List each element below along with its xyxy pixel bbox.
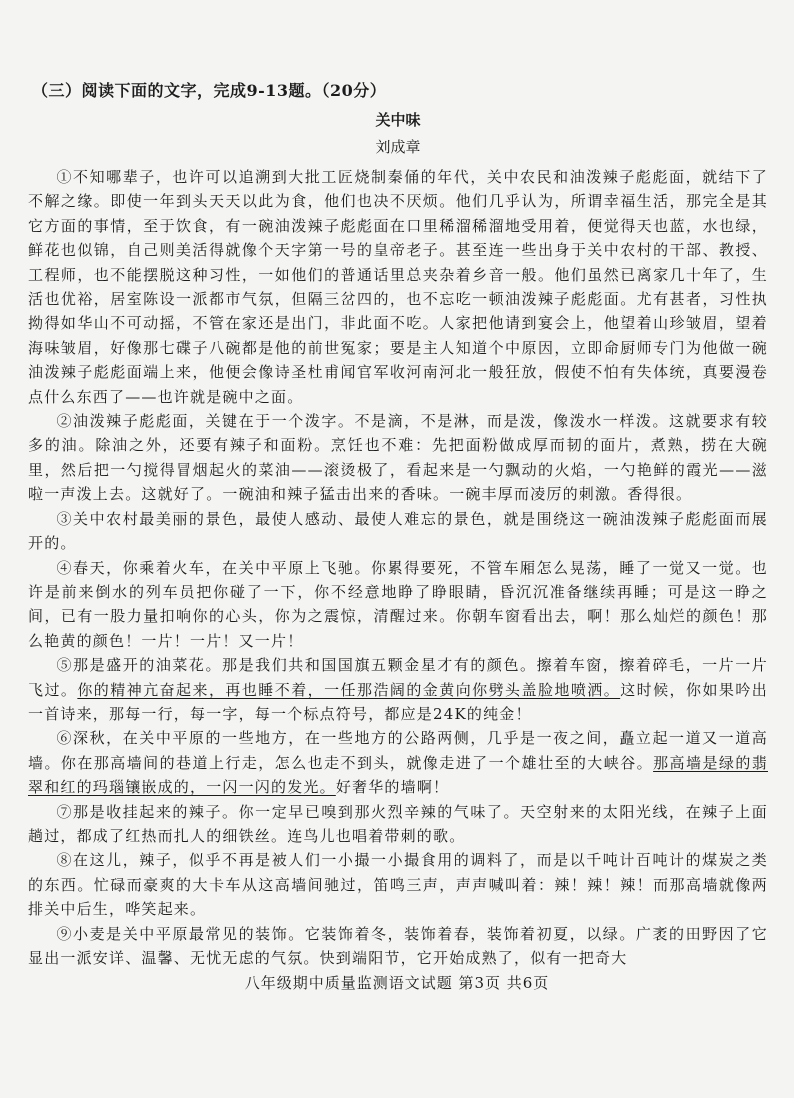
- question-intro: （三）阅读下面的文字，完成9-13题。（20分）: [32, 81, 387, 100]
- article-title: 关中味: [375, 111, 421, 129]
- article-author: 刘成章: [375, 138, 421, 156]
- paragraph-2: ②油泼辣子彪彪面，关键在于一个泼字。不是滴，不是淋，而是泼，像泼水一样泼。这就要求有较多的油。除油之外，还要有辣子和面粉。烹饪也不难：先把面粉做成厚而韧的面片，煮熟，捞在大碗里，然后把一勺搅得冒烟起火的菜油——滚烫极了，看起来是一勺飘动的火焰，一勺艳鲜的霞光——滋啦一声泼上去。这就好了。一碗油和辣子猛击出来的香味。一碗丰厚而凌厉的刺激。香得很。: [28, 412, 768, 504]
- paragraph-4: ④春天，你乘着火车，在关中平原上飞驰。你累得要死，不管车厢怎么晃荡，睡了一觉又一觉。也许是前来倒水的列车员把你碰了一下，你不经意地睁了睁眼睛，昏沉沉准备继续再睡；可是这一睁之间，已有一股力量扣响你的心头，你为之震惊，清醒过来。你朝车窗看出去，啊！那么灿烂的颜色！那么艳黄的颜色！一片！一片！又一片！: [28, 558, 768, 650]
- underlined-sentence: 你的精神亢奋起来，再也睡不着，一任那浩阔的金黄向你劈头盖脸地喷洒。: [77, 680, 621, 699]
- paragraph-8: ⑧在这儿，辣子，似乎不再是被人们一小撮一小撮食用的调料了，而是以千吨计百吨计的煤炭之类的东西。忙碌而豪爽的大卡车从这高墙间驰过，笛鸣三声，声声喊叫着：辣！辣！辣！而那高墙就像两排关中后生，哗笑起来。: [28, 851, 768, 919]
- paragraph-6: ⑥深秋，在关中平原的一些地方，在一些地方的公路两侧，几乎是一夜之间，矗立起一道又一道高墙。你在那高墙间的巷道上行走，怎么也走不到头，就像走进了一个雄壮至的大峡谷。那高墙是绿的翡翠和红的玛瑙镶嵌成的，一闪一闪的发光。好奢华的墙啊！: [28, 729, 768, 797]
- paragraph-1: ①不知哪辈子，也许可以追溯到大批工匠烧制秦俑的年代，关中农民和油泼辣子彪彪面，就结下了不解之缘。即使一年到头天天以此为食，他们也决不厌烦。他们几乎认为，所谓幸福生活，那完全是其它方面的事情，至于饮食，有一碗油泼辣子彪彪面在口里稀溜稀溜地受用着，便觉得天也蓝，水也绿，鲜花也似锦，自己则美活得就像个天字第一号的皇帝老子。甚至连一些出身于关中农村的干部、教授、工程师，也不能摆脱这种习性，一如他们的普通话里总夹杂着乡音一般。他们虽然已离家几十年了，生活也优裕，居室陈设一派都市气氛，但隔三岔四的，也不忘吃一顿油泼辣子彪彪面。尤有甚者，习性执拗得如华山不可动摇，不管在家还是出门，非此面不吃。人家把他请到宴会上，他望着山珍皱眉，望着海味皱眉，好像那七碟子八碗都是他的前世冤家；要是主人知道个中原因，立即命厨师专门为他做一碗油泼辣子彪彪面端上来，他便会像诗圣杜甫闻官军收河南河北一般狂放，假使不怕有失体统，真要漫卷点什么东西了——也许就是碗中之面。: [28, 168, 768, 406]
- paragraph-9: ⑨小麦是关中平原最常见的装饰。它装饰着冬，装饰着春，装饰着初夏，以绿。广袤的田野因了它显出一派安详、温馨、无忧无虑的气氛。快到端阳节，它开始成熟了，似有一把奇大: [28, 924, 768, 967]
- exam-page: [28, 70, 768, 970]
- paragraph-7: ⑦那是收挂起来的辣子。你一定早已嗅到那火烈辛辣的气味了。天空射来的太阳光线，在辣子上面趟过，都成了红热而扎人的细铁丝。连鸟儿也唱着带刺的歌。: [28, 802, 768, 845]
- underlined-sentence: 那高墙是绿的翡翠和红的玛瑙镶嵌成的，一闪一闪的发光。: [28, 753, 768, 797]
- paragraph-5: ⑤那是盛开的油菜花。那是我们共和国国旗五颗金星才有的颜色。擦着车窗，擦着碎毛，一片一片飞过。你的精神亢奋起来，再也睡不着，一任那浩阔的金黄向你劈头盖脸地喷洒。这时候，你如果吟出一首诗来，那每一行，每一字，每一个标点符号，都应是24K的纯金！: [28, 656, 768, 723]
- page-footer: 八年级期中质量监测语文试题 第3页 共6页: [244, 974, 550, 992]
- paragraph-3: ③关中农村最美丽的景色，最使人感动、最使人难忘的景色，就是围绕这一碗油泼辣子彪彪面而展开的。: [28, 509, 768, 553]
